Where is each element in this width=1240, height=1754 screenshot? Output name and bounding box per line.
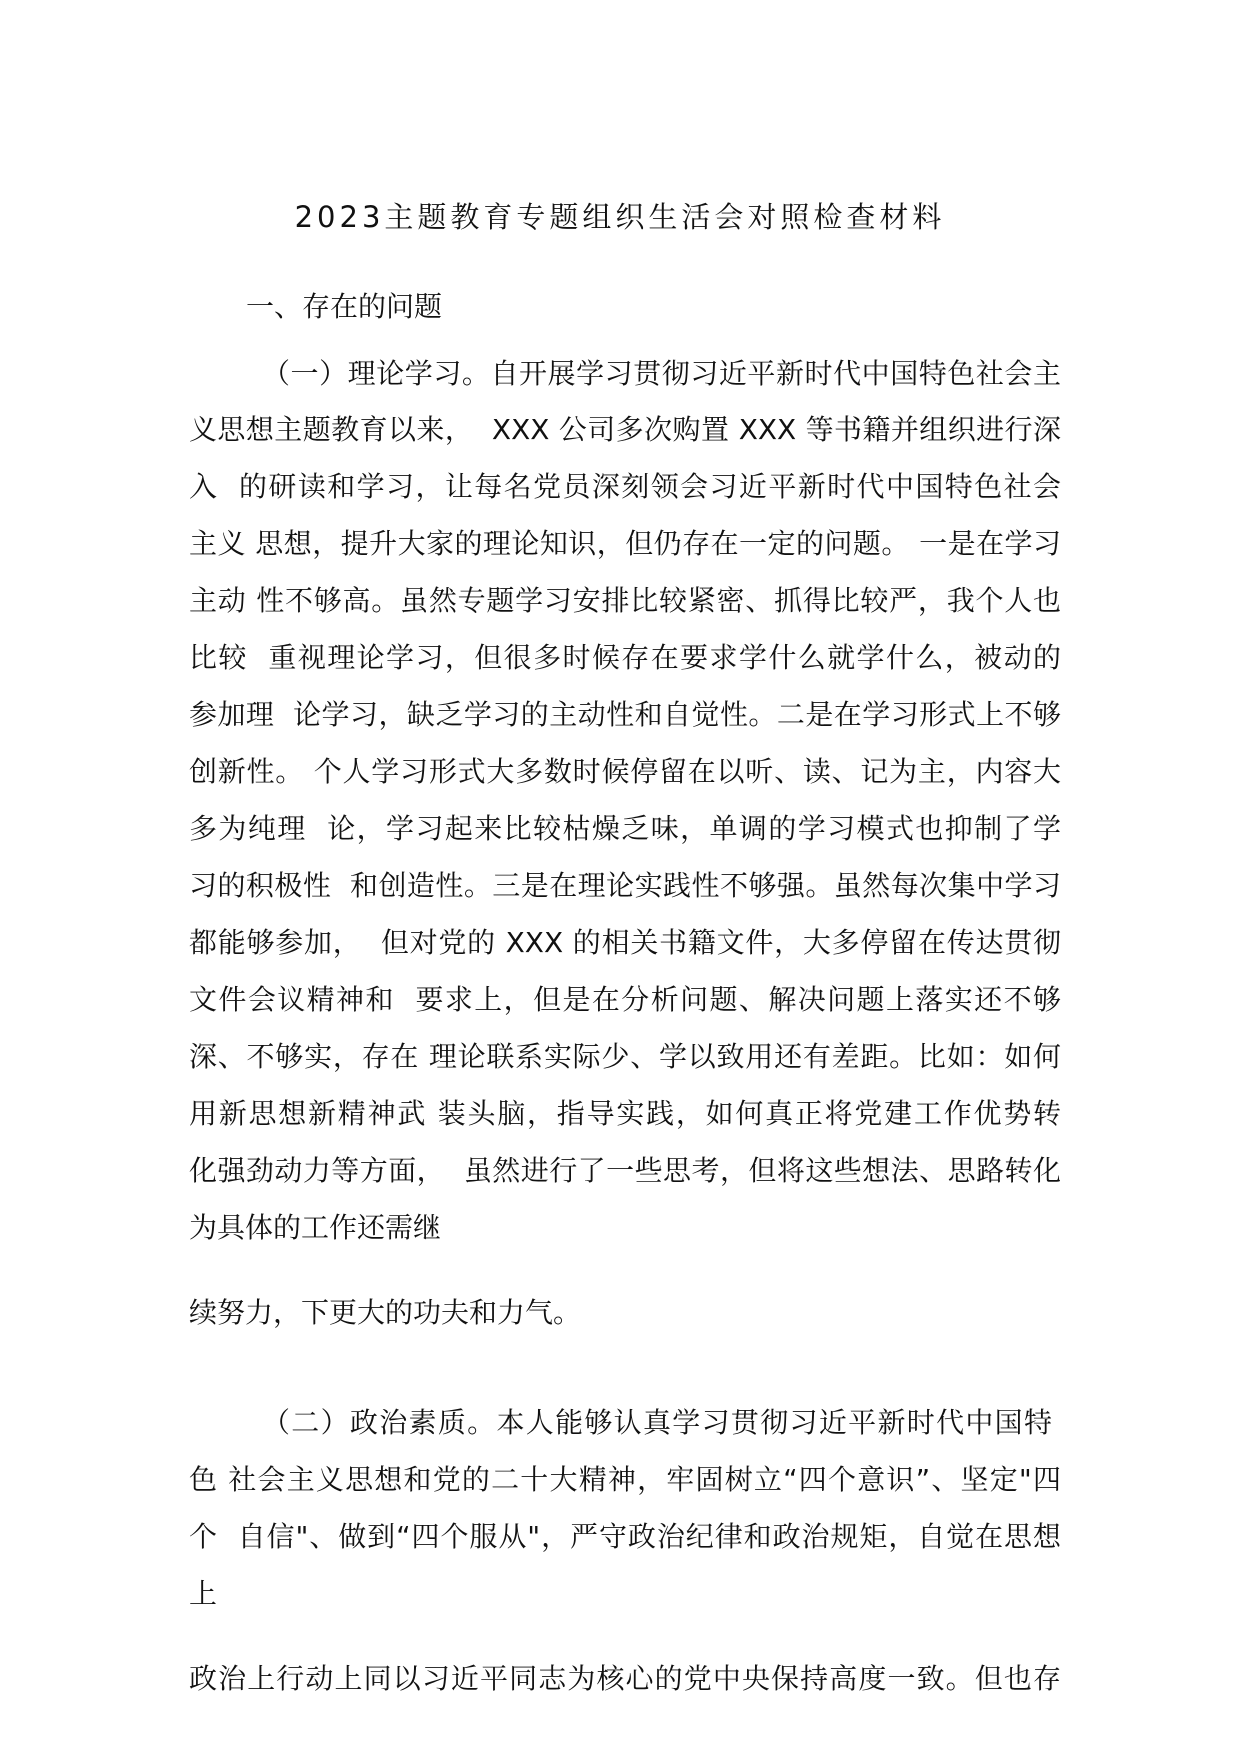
paragraph-line: 深、不够实，存在 理论联系实际少、学以致用还有差距。比如：如何 bbox=[189, 1040, 1061, 1073]
paragraph-line: 参加理 论学习，缺乏学习的主动性和自觉性。二是在学习形式上不够 bbox=[189, 698, 1061, 731]
paragraph-line: 主义 思想，提升大家的理论知识，但仍存在一定的问题。 一是在学习 bbox=[189, 527, 1061, 560]
paragraph-line: 色 社会主义思想和党的二十大精神，牢固树立“四个意识”、坚定"四 bbox=[189, 1463, 1061, 1496]
paragraph-line: 政治上行动上同以习近平同志为核心的党中央保持高度一致。但也存 bbox=[189, 1662, 1061, 1695]
paragraph-line: 化强劲动力等方面， 虽然进行了一些思考，但将这些想法、思路转化 bbox=[189, 1154, 1061, 1187]
paragraph-line: 入 的研读和学习，让每名党员深刻领会习近平新时代中国特色社会 bbox=[189, 470, 1061, 503]
paragraph-line: 主动 性不够高。虽然专题学习安排比较紧密、抓得比较严，我个人也 bbox=[189, 584, 1061, 617]
paragraph-line: 比较 重视理论学习，但很多时候存在要求学什么就学什么，被动的 bbox=[189, 641, 1061, 674]
paragraph-line: 多为纯理 论，学习起来比较枯燥乏味，单调的学习模式也抑制了学 bbox=[189, 812, 1061, 845]
paragraph-line: 创新性。 个人学习形式大多数时候停留在以听、读、记为主，内容大 bbox=[189, 755, 1061, 788]
document-title: 2023主题教育专题组织生活会对照检查材料 bbox=[294, 200, 946, 234]
paragraph-line: 义思想主题教育以来， XXX 公司多次购置 XXX 等书籍并组织进行深 bbox=[189, 413, 1061, 446]
paragraph-line: 个 自信"、做到“四个服从"，严守政治纪律和政治规矩，自觉在思想 bbox=[189, 1520, 1061, 1553]
paragraph-line: 上 bbox=[189, 1577, 218, 1610]
section-heading: 一、存在的问题 bbox=[246, 290, 443, 323]
paragraph-line: 续努力，下更大的功夫和力气。 bbox=[189, 1296, 582, 1329]
paragraph-line: 习的积极性 和创造性。三是在理论实践性不够强。虽然每次集中学习 bbox=[189, 869, 1061, 902]
paragraph-line: （二）政治素质。本人能够认真学习贯彻习近平新时代中国特 bbox=[262, 1406, 1052, 1439]
paragraph-line: （一）理论学习。自开展学习贯彻习近平新时代中国特色社会主 bbox=[262, 357, 1061, 390]
paragraph-line: 文件会议精神和 要求上，但是在分析问题、解决问题上落实还不够 bbox=[189, 983, 1061, 1016]
paragraph-line: 都能够参加， 但对党的 XXX 的相关书籍文件，大多停留在传达贯彻 bbox=[189, 926, 1061, 959]
paragraph-line: 为具体的工作还需继 bbox=[189, 1211, 442, 1244]
paragraph-line: 用新思想新精神武 装头脑，指导实践，如何真正将党建工作优势转 bbox=[189, 1097, 1061, 1130]
